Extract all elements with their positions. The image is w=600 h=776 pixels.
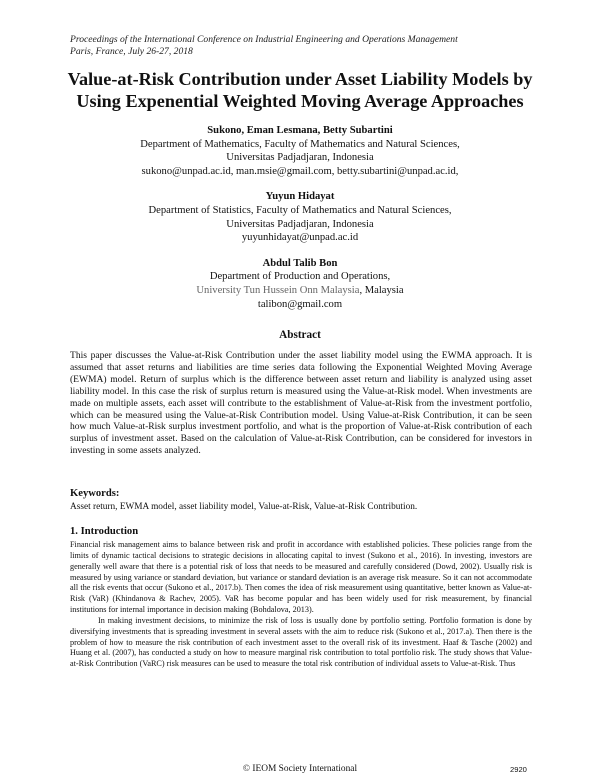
venue-line: Paris, France, July 26-27, 2018 bbox=[70, 45, 193, 57]
author-department: Department of Production and Operations, bbox=[209, 271, 391, 283]
author-emails: talibon@gmail.com bbox=[257, 298, 343, 310]
author-university bbox=[60, 284, 540, 298]
author-names: Abdul Talib Bon bbox=[262, 257, 338, 269]
paragraph: Financial risk management aims to balance between risk and profit in accordance with established policies. These policies range from the limits of dynamic tactical decisions to strategic decisions in allocating capital to invest (Sukono et al., 2016). In investing, investors are generally well aware that there is a potential risk of loss that needs to be measured and carefully considered (Dowd, 2002). Usually risk is measured by using variance or standard deviation, but variance or standard deviation is an average risk measure. So it can not accommodate all the risk events that occur (Sukono et al., 2017.b). Then comes the idea of risk measurement using quantitative, better known as Value-at-Risk (VaR) (Khindanova & Rachev, 2005). VaR has become popular and has been widely used for risk measurement, by financial institutions for internal importance in decision making (Bohdalova, 2013). bbox=[70, 540, 532, 615]
paragraph: In making investment decisions, to minimize the risk of loss is usually done by portfolio setting. Portfolio formation is done by diversifying investments that is spreading investment in several assets with the aim to reduce risk (Sukono et al., 2017.a). Then there is the problem of how to measure the risk contribution of each investment asset to the overall risk of its investment. Haaf & Tasche (2002) and Huang et al. (2007), has conducted a study on how to measure marginal risk contribution to total portfolio risk. The study shows that Value-at-Risk Contribution (VaRC) risk measures can be used to measure the total risk contribution of individual assets to Value-at-Risk. Thus bbox=[70, 615, 532, 669]
copyright-footer: © IEOM Society International bbox=[242, 764, 358, 774]
author-emails: yuyunhidayat@unpad.ac.id bbox=[241, 232, 359, 244]
keywords-text: Asset return, EWMA model, asset liability model, Value-at-Risk, Value-at-Risk Contribution. bbox=[70, 502, 418, 512]
introduction-body bbox=[70, 540, 532, 670]
abstract-heading: Abstract bbox=[279, 329, 321, 341]
author-emails: sukono@unpad.ac.id, man.msie@gmail.com, betty.subartini@unpad.ac.id, bbox=[141, 165, 459, 177]
title-line-1: Value-at-Risk Contribution under Asset Liability Models by bbox=[67, 69, 533, 89]
title-line-2: Using Expenential Weighted Moving Average Approaches bbox=[76, 90, 524, 111]
author-university: Universitas Padjadjaran, Indonesia bbox=[226, 152, 374, 164]
author-block bbox=[60, 124, 540, 311]
proceedings-header bbox=[70, 34, 540, 58]
abstract-text: This paper discusses the Value-at-Risk Contribution under the asset liability model using the EWMA approach. It is assumed that asset returns and liabilities are time series data following the Exponential Weighted Moving Average (EWMA) model. Return of surplus which is the difference between asset return and liability is analyzed using asset liability model. In this case the risk of surplus return is measured using the Value-at-Risk model. When investments are made on multiple assets, each asset will contribute to the establishment of Value-at-Risk from the investment portfolio, which can be measured using the Value-at-Risk Contribution model. Using Value-at-Risk Contribution, it can be seen how much Value-at-Risk surplus investment portfolio, and what is the proportion of Value-at-Risk contribution of each surplus of investment asset. Based on the calculation of Value-at-Risk Contribution, can be considered for investors in investing in some assets analyzed. bbox=[70, 350, 532, 457]
author-department: Department of Statistics, Faculty of Mathematics and Natural Sciences, bbox=[148, 204, 452, 216]
page-number: 2920 bbox=[510, 765, 527, 774]
paper-title bbox=[40, 69, 560, 112]
proceedings-line: Proceedings of the International Conference on Industrial Engineering and Operations Management bbox=[70, 34, 458, 45]
author-names: Yuyun Hidayat bbox=[265, 191, 335, 203]
section-heading-introduction: 1. Introduction bbox=[70, 526, 139, 537]
author-names: Sukono, Eman Lesmana, Betty Subartini bbox=[207, 125, 393, 136]
author-university: Universitas Padjadjaran, Indonesia bbox=[226, 218, 374, 230]
university-country: , Malaysia bbox=[359, 284, 404, 296]
author-department: Department of Mathematics, Faculty of Mathematics and Natural Sciences, bbox=[140, 138, 460, 150]
university-name: University Tun Hussein Onn Malaysia bbox=[196, 284, 360, 296]
keywords-heading: Keywords: bbox=[70, 488, 120, 499]
